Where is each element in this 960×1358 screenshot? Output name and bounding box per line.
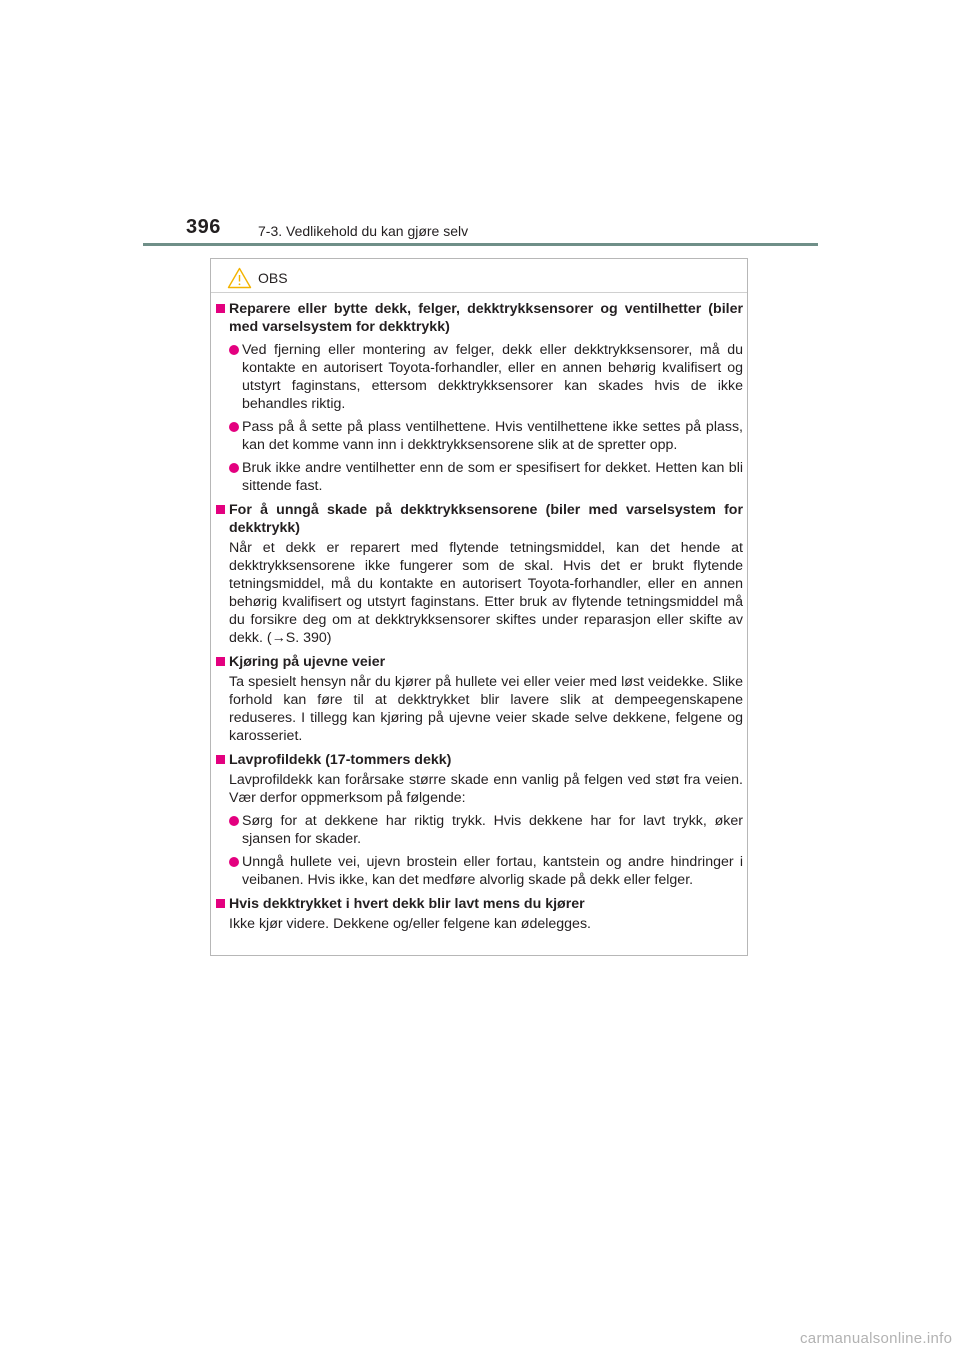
topic-heading <box>216 501 743 537</box>
notice-content <box>216 300 743 939</box>
square-bullet-icon <box>216 657 225 666</box>
bullet-text: Ved fjerning eller montering av felger, dekk eller dekktrykksensorer, må du kontakte en autorisert Toyota-forhandler, eller en annen behørig kvalifisert og utstyrt faginstans, ettersom dekktrykksensorer kan skades hvis de ikke behandles riktig. <box>242 342 743 412</box>
round-bullet-icon <box>229 857 239 867</box>
round-bullet-icon <box>229 345 239 355</box>
bullet-text: Unngå hullete vei, ujevn brostein eller fortau, kantstein og andre hindringer i veibanen. Hvis ikke, kan det medføre alvorlig skade på dekk eller felger. <box>242 854 743 888</box>
topic-heading <box>216 895 743 913</box>
warning-triangle-icon <box>227 267 252 289</box>
bullet-item <box>216 459 743 495</box>
notice-topic <box>216 751 743 889</box>
watermark: carmanualsonline.info <box>800 1330 953 1347</box>
bullet-item <box>216 341 743 413</box>
round-bullet-icon <box>229 816 239 826</box>
topic-heading-text: Kjøring på ujevne veier <box>229 654 386 670</box>
square-bullet-icon <box>216 755 225 764</box>
bullet-item <box>216 853 743 889</box>
topic-heading <box>216 300 743 336</box>
notice-box <box>210 258 748 956</box>
bullet-text: Sørg for at dekkene har riktig trykk. Hvis dekkene har for lavt trykk, øker sjansen for skader. <box>242 813 743 847</box>
page-number: 396 <box>186 216 221 238</box>
topic-text: Ta spesielt hensyn når du kjører på hullete vei eller veier med løst veidekke. Slike forhold kan føre til at dekktrykket blir lavere slik at dempeegenskapene reduseres. I tillegg kan kjøring på ujevne veier skade selve dekkene, felgene og karosseriet. <box>229 674 743 744</box>
section-title: 7-3. Vedlikehold du kan gjøre selv <box>258 223 469 239</box>
topic-heading-text: Lavprofildekk (17-tommers dekk) <box>229 752 452 768</box>
bullet-item <box>216 418 743 454</box>
round-bullet-icon <box>229 422 239 432</box>
bullet-text: Bruk ikke andre ventilhetter enn de som er spesifisert for dekket. Hetten kan bli sittende fast. <box>242 460 743 494</box>
topic-heading-text: Hvis dekktrykket i hvert dekk blir lavt mens du kjører <box>229 896 585 912</box>
topic-text: Lavprofildekk kan forårsake større skade enn vanlig på felgen ved støt fra veien. Vær derfor oppmerksom på følgende: <box>229 772 743 806</box>
notice-header <box>227 265 288 291</box>
topic-heading-text: For å unngå skade på dekktrykksensorene (biler med varselsystem for dekktrykk) <box>229 502 743 536</box>
topic-heading <box>216 653 743 671</box>
notice-topic <box>216 895 743 933</box>
notice-topic <box>216 300 743 495</box>
topic-heading <box>216 751 743 769</box>
topic-heading-text: Reparere eller bytte dekk, felger, dekktrykksensorer og ventilhetter (biler med varselsystem for dekktrykk) <box>229 301 743 335</box>
header-rule <box>143 243 818 246</box>
notice-label: OBS <box>258 270 288 286</box>
topic-text: Ikke kjør videre. Dekkene og/eller felgene kan ødelegges. <box>229 916 591 932</box>
notice-topic <box>216 501 743 647</box>
notice-divider <box>211 292 747 293</box>
notice-topic <box>216 653 743 745</box>
bullet-item <box>216 812 743 848</box>
bullet-text: Pass på å sette på plass ventilhettene. Hvis ventilhettene ikke settes på plass, kan det komme vann inn i dekktrykksensorene slik at de spretter opp. <box>242 419 743 453</box>
square-bullet-icon <box>216 304 225 313</box>
square-bullet-icon <box>216 899 225 908</box>
topic-text: Når et dekk er reparert med flytende tetningsmiddel, kan det hende at dekktrykksensorene ikke fungerer som de skal. Hvis det er brukt flytende tetningsmiddel, må du kontakte en autorisert Toyota-forhandler, eller en annen behørig kvalifisert og utstyrt faginstans. Etter bruk av flytende tetningsmiddel må du forsikre deg om at dekktrykksensorer skiftes under reparasjon eller skifte av dekk. (→S. 390) <box>229 540 743 646</box>
round-bullet-icon <box>229 463 239 473</box>
square-bullet-icon <box>216 505 225 514</box>
